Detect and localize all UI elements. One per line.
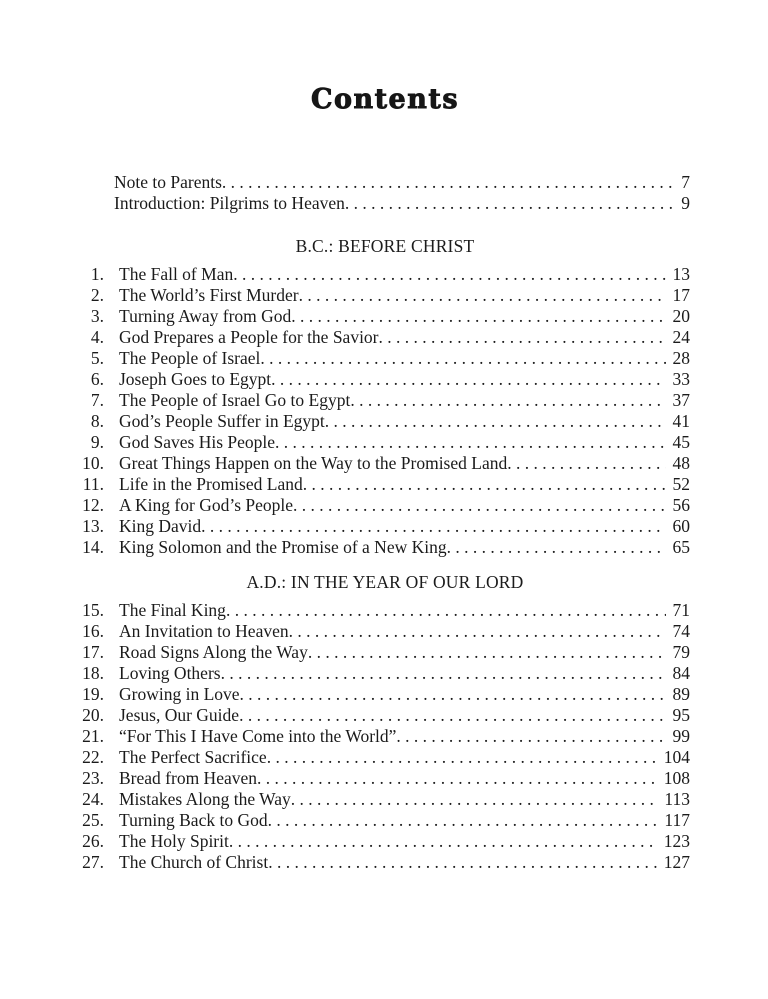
toc-entry xyxy=(80,852,690,873)
toc-content xyxy=(80,0,690,873)
chapter-number: 3. xyxy=(90,306,104,327)
dot-leader xyxy=(268,810,658,831)
page-number: 123 xyxy=(663,831,690,852)
toc-entry xyxy=(80,516,690,537)
toc-entry xyxy=(80,684,690,705)
dot-leader xyxy=(257,768,657,789)
section-entries xyxy=(80,264,690,558)
dot-leader xyxy=(379,327,666,348)
chapter-number: 17. xyxy=(82,642,104,663)
chapter-title: The People of Israel Go to Egypt xyxy=(119,390,351,411)
toc-entry xyxy=(80,621,690,642)
dot-leader xyxy=(233,264,665,285)
chapter-number: 10. xyxy=(82,453,104,474)
dot-leader xyxy=(260,348,665,369)
toc-entry xyxy=(80,537,690,558)
chapter-number: 1. xyxy=(90,264,104,285)
chapter-number: 9. xyxy=(90,432,104,453)
chapter-title: Great Things Happen on the Way to the Promised Land xyxy=(119,453,508,474)
dot-leader xyxy=(271,369,665,390)
page-number: 127 xyxy=(663,852,690,873)
dot-leader xyxy=(229,831,657,852)
toc-entry xyxy=(80,768,690,789)
page-number: 20 xyxy=(672,306,690,327)
chapter-number: 16. xyxy=(82,621,104,642)
chapter-number: 25. xyxy=(82,810,104,831)
toc-section xyxy=(80,236,690,558)
chapter-title: King David xyxy=(119,516,202,537)
toc-entry xyxy=(80,705,690,726)
chapter-title: Road Signs Along the Way xyxy=(119,642,308,663)
section-heading: A.D.: IN THE YEAR OF OUR LORD xyxy=(246,572,524,593)
dot-leader xyxy=(275,432,665,453)
toc-entry xyxy=(80,474,690,495)
chapter-number: 12. xyxy=(82,495,104,516)
toc-section xyxy=(80,572,690,873)
dot-leader xyxy=(221,663,666,684)
chapter-title: Loving Others xyxy=(119,663,221,684)
dot-leader xyxy=(325,411,666,432)
chapter-number: 18. xyxy=(82,663,104,684)
page-number: 13 xyxy=(672,264,690,285)
chapter-title: A King for God’s People xyxy=(119,495,294,516)
chapter-title: Growing in Love xyxy=(119,684,240,705)
toc-entry xyxy=(80,369,690,390)
chapter-title: The Fall of Man xyxy=(119,264,234,285)
page-number: 48 xyxy=(672,453,690,474)
page-number: 79 xyxy=(672,642,690,663)
chapter-number: 23. xyxy=(82,768,104,789)
dot-leader xyxy=(226,600,666,621)
toc-entry xyxy=(80,663,690,684)
toc-entry xyxy=(80,264,690,285)
dot-leader xyxy=(345,193,674,214)
chapter-number: 15. xyxy=(82,600,104,621)
page-number: 37 xyxy=(672,390,690,411)
page-number: 41 xyxy=(672,411,690,432)
page-number: 24 xyxy=(672,327,690,348)
chapter-title: God Prepares a People for the Savior xyxy=(119,327,379,348)
chapter-number: 21. xyxy=(82,726,104,747)
toc-entry xyxy=(80,642,690,663)
page-number: 74 xyxy=(672,621,690,642)
toc-entry xyxy=(80,348,690,369)
dot-leader xyxy=(447,537,666,558)
chapter-number: 26. xyxy=(82,831,104,852)
dot-leader xyxy=(299,285,666,306)
page-number: 117 xyxy=(664,810,690,831)
dot-leader xyxy=(291,789,658,810)
page-number: 71 xyxy=(672,600,690,621)
page-number: 9 xyxy=(681,193,690,214)
page-number: 84 xyxy=(672,663,690,684)
chapter-title: Mistakes Along the Way xyxy=(119,789,291,810)
dot-leader xyxy=(201,516,665,537)
toc-entry xyxy=(80,327,690,348)
chapter-title: The Final King xyxy=(119,600,226,621)
chapter-title: Bread from Heaven xyxy=(119,768,257,789)
toc-entry xyxy=(80,747,690,768)
chapter-title: Turning Back to God xyxy=(119,810,268,831)
chapter-number: 19. xyxy=(82,684,104,705)
dot-leader xyxy=(239,705,665,726)
chapter-title: The World’s First Murder xyxy=(119,285,299,306)
chapter-number: 8. xyxy=(90,411,104,432)
dot-leader xyxy=(293,495,665,516)
chapter-number: 27. xyxy=(82,852,104,873)
page-number: 33 xyxy=(672,369,690,390)
toc-entry xyxy=(80,390,690,411)
chapter-number: 5. xyxy=(90,348,104,369)
dot-leader xyxy=(267,747,657,768)
chapter-number: 13. xyxy=(82,516,104,537)
toc-entry xyxy=(80,789,690,810)
toc-entry xyxy=(80,193,690,214)
chapter-number: 4. xyxy=(90,327,104,348)
page-number: 113 xyxy=(664,789,690,810)
chapter-number: 14. xyxy=(82,537,104,558)
chapter-number: 6. xyxy=(90,369,104,390)
dot-leader xyxy=(507,453,665,474)
dot-leader xyxy=(308,642,666,663)
chapter-title: King Solomon and the Promise of a New King xyxy=(119,537,447,558)
toc-entry xyxy=(80,600,690,621)
page-number: 99 xyxy=(672,726,690,747)
toc-entry xyxy=(80,411,690,432)
toc-sections xyxy=(80,236,690,873)
chapter-title: “For This I Have Come into the World” xyxy=(119,726,397,747)
toc-entry xyxy=(80,172,690,193)
page-number: 7 xyxy=(681,172,690,193)
dot-leader xyxy=(350,390,665,411)
chapter-number: 20. xyxy=(82,705,104,726)
chapter-title: God’s People Suffer in Egypt xyxy=(119,411,325,432)
chapter-title: The Church of Christ xyxy=(119,852,269,873)
page-number: 89 xyxy=(672,684,690,705)
toc-entry xyxy=(80,306,690,327)
toc-entry xyxy=(80,726,690,747)
toc-entry xyxy=(80,495,690,516)
chapter-title: An Invitation to Heaven xyxy=(119,621,289,642)
dot-leader xyxy=(240,684,666,705)
dot-leader xyxy=(303,474,666,495)
chapter-title: The Holy Spirit xyxy=(119,831,229,852)
front-matter-list xyxy=(80,172,690,214)
toc-entry xyxy=(80,285,690,306)
page-title: Contents xyxy=(310,84,460,115)
page-number: 108 xyxy=(663,768,690,789)
chapter-title: Note to Parents xyxy=(114,172,222,193)
page-number: 45 xyxy=(672,432,690,453)
dot-leader xyxy=(268,852,657,873)
chapter-number: 2. xyxy=(90,285,104,306)
chapter-title: The Perfect Sacrifice xyxy=(119,747,267,768)
page-number: 104 xyxy=(663,747,690,768)
page-number: 60 xyxy=(672,516,690,537)
dot-leader xyxy=(289,621,666,642)
section-entries xyxy=(80,600,690,873)
chapter-number: 22. xyxy=(82,747,104,768)
section-heading: B.C.: BEFORE CHRIST xyxy=(295,236,475,257)
page-number: 17 xyxy=(672,285,690,306)
chapter-title: Introduction: Pilgrims to Heaven xyxy=(114,193,345,214)
chapter-number: 7. xyxy=(90,390,104,411)
toc-entry xyxy=(80,831,690,852)
page-number: 56 xyxy=(672,495,690,516)
page-number: 95 xyxy=(672,705,690,726)
chapter-title: God Saves His People xyxy=(119,432,276,453)
chapter-title: Life in the Promised Land xyxy=(119,474,303,495)
toc-entry xyxy=(80,810,690,831)
page-number: 65 xyxy=(672,537,690,558)
chapter-title: The People of Israel xyxy=(119,348,261,369)
chapter-title: Jesus, Our Guide xyxy=(119,705,240,726)
dot-leader xyxy=(291,306,665,327)
page-number: 52 xyxy=(672,474,690,495)
chapter-title: Joseph Goes to Egypt xyxy=(119,369,272,390)
dot-leader xyxy=(396,726,665,747)
toc-entry xyxy=(80,453,690,474)
chapter-number: 24. xyxy=(82,789,104,810)
toc-entry xyxy=(80,432,690,453)
chapter-title: Turning Away from God xyxy=(119,306,292,327)
page-number: 28 xyxy=(672,348,690,369)
dot-leader xyxy=(222,172,674,193)
chapter-number: 11. xyxy=(82,474,104,495)
